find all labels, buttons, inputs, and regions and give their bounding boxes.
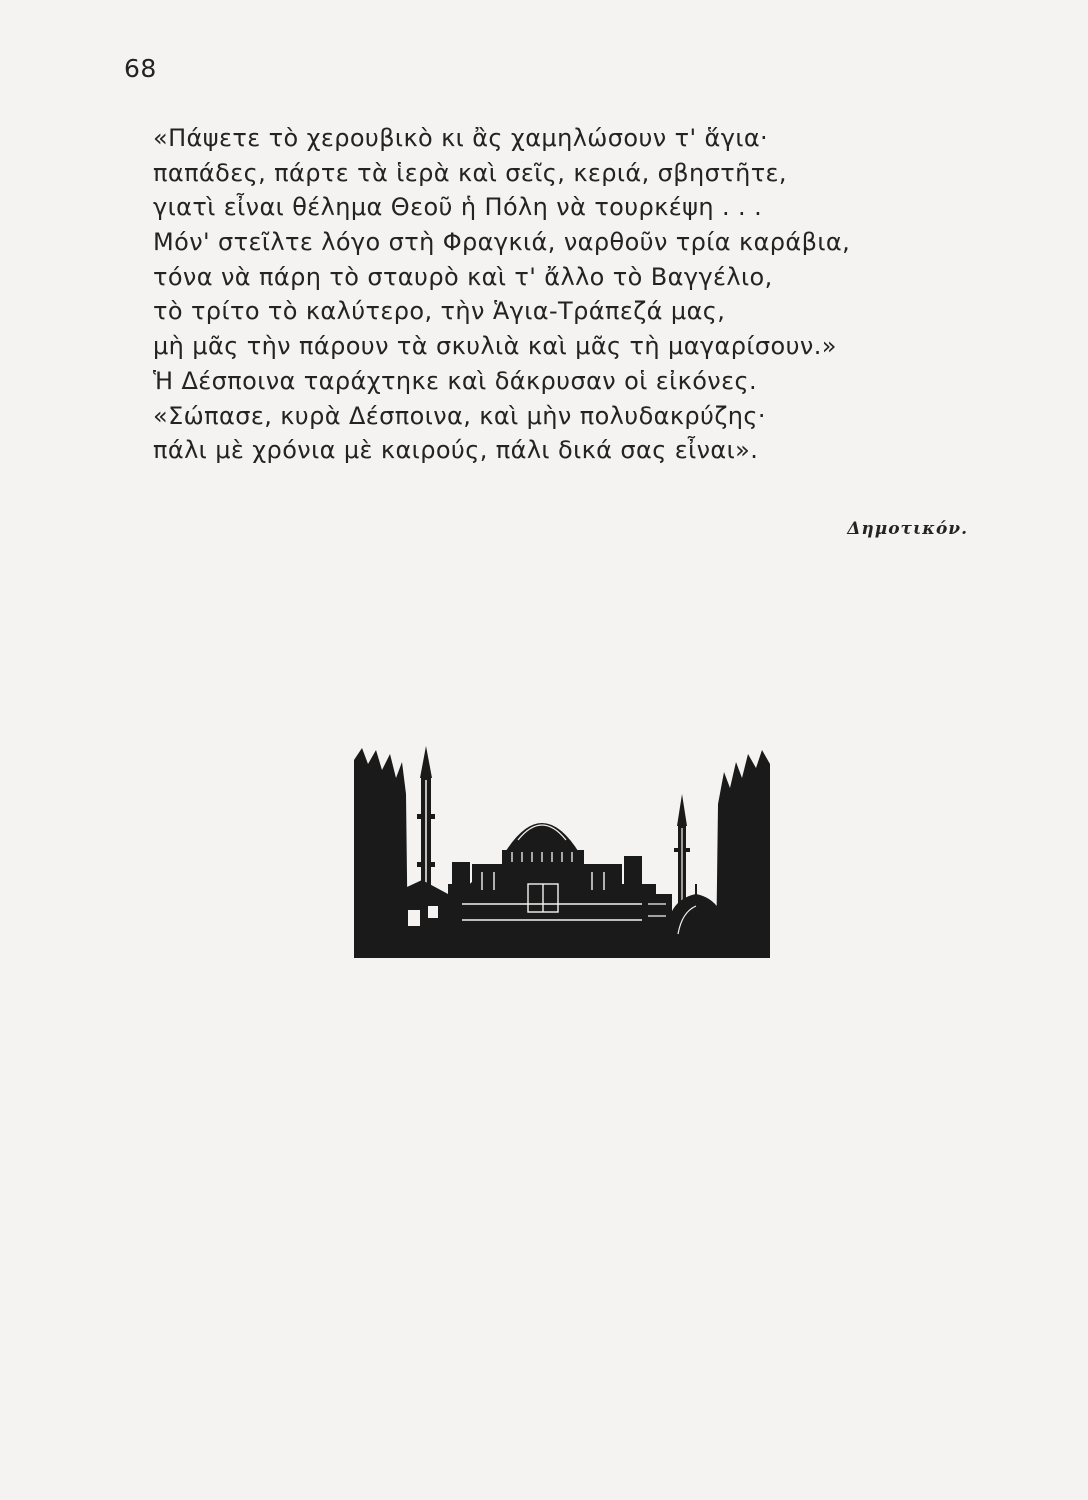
right-buildings — [642, 894, 672, 940]
poem-line: πάλι μὲ χρόνια μὲ καιρούς, πάλι δικά σας εἶναι». — [153, 436, 759, 465]
poem-line: Μόν' στεῖλτε λόγο στὴ Φραγκιά, ναρθοῦν τρία καράβια, — [153, 228, 851, 257]
poem-line: Ἡ Δέσποινα ταράχτηκε καὶ δάκρυσαν οἱ εἰκόνες. — [153, 366, 757, 395]
woodcut-ground — [354, 940, 770, 958]
poem-line: γιατὶ εἶναι θέλημα Θεοῦ ἡ Πόλη νὰ τουρκέψη . . . — [153, 193, 763, 222]
poem-line: μὴ μᾶς τὴν πάρουν τὰ σκυλιὰ καὶ μᾶς τὴ μαγαρίσουν.» — [153, 332, 837, 361]
poem-line: παπάδες, πάρτε τὰ ἱερὰ καὶ σεῖς, κεριά, σβηστῆτε, — [153, 158, 787, 187]
poem-attribution: Δημοτικόν. — [847, 519, 968, 539]
poem-line: τὸ τρίτο τὸ καλύτερο, τὴν Ἁγια-Τράπεζά μας, — [153, 297, 726, 326]
poem-line: «Σώπασε, κυρὰ Δέσποινα, καὶ μὴν πολυδακρύζης· — [153, 401, 766, 430]
mosque-body — [448, 856, 656, 940]
poem-line: «Πάψετε τὸ χερουβικὸ κι ἂς χαμηλώσουν τ' ἅγια· — [153, 124, 769, 152]
poem — [153, 121, 993, 468]
page-number: 68 — [124, 54, 157, 83]
poem-line: τόνα νὰ πάρη τὸ σταυρὸ καὶ τ' ἄλλο τὸ Βαγγέλιο, — [153, 262, 773, 291]
main-dome — [502, 823, 584, 864]
hagia-sophia-woodcut — [352, 744, 772, 958]
